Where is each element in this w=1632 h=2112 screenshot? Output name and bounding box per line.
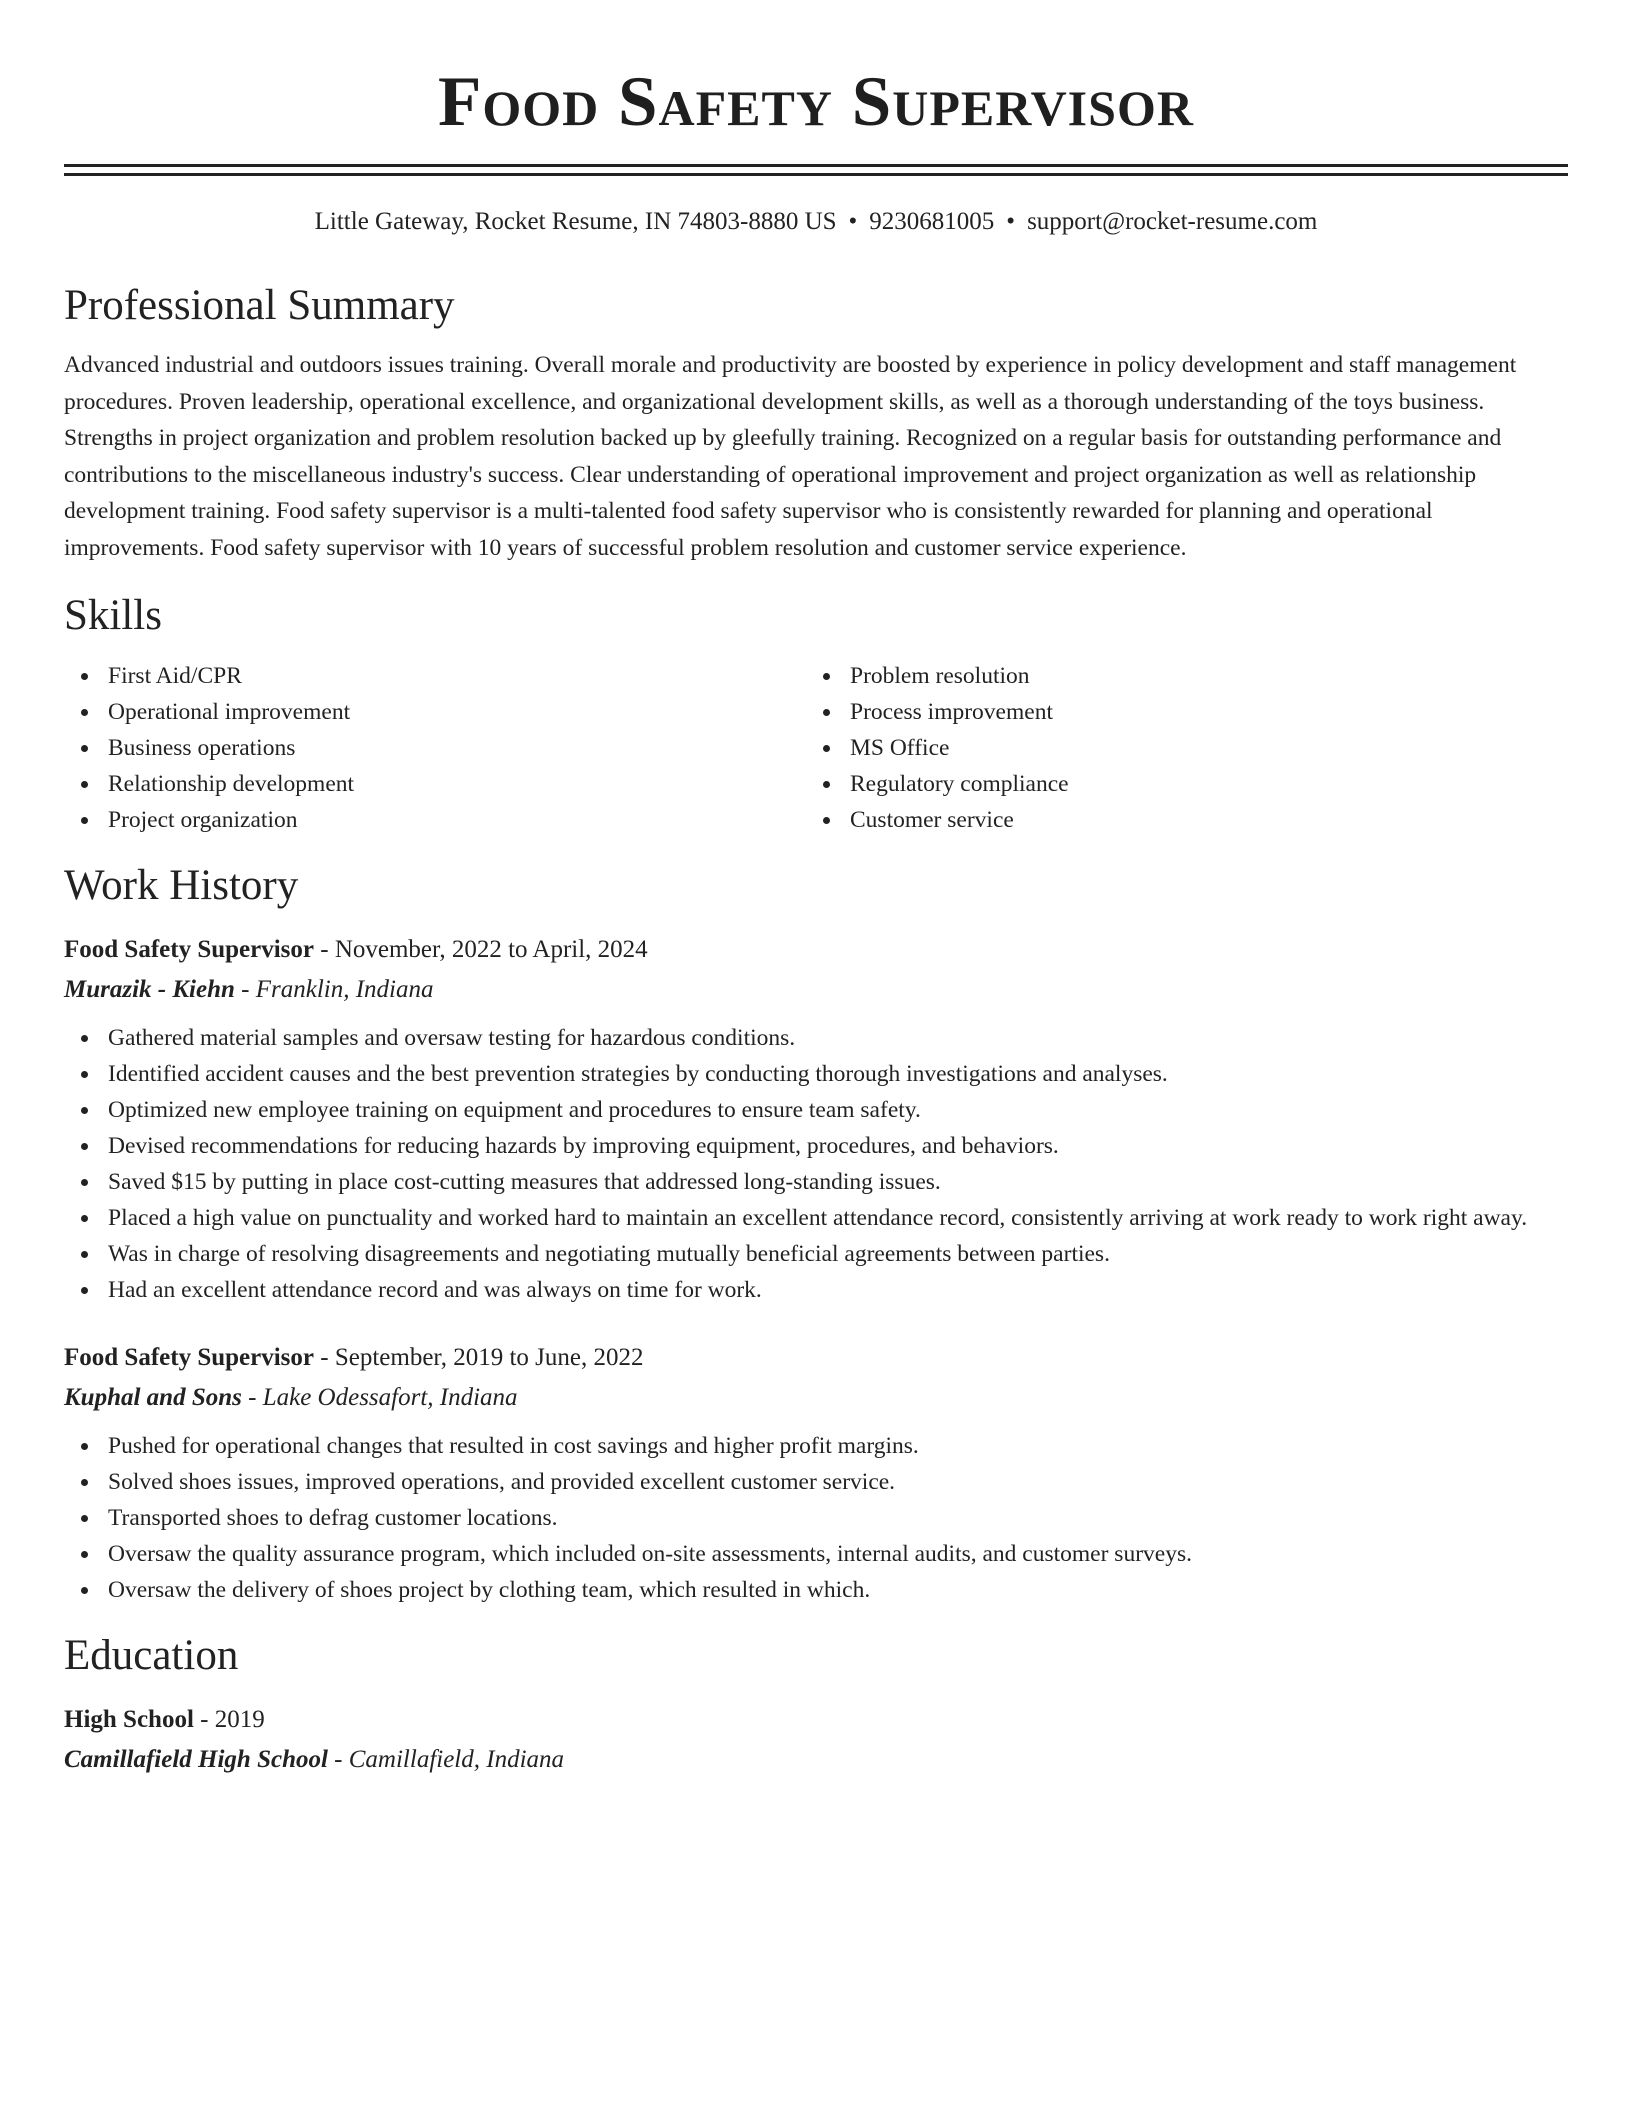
job-entry [64,930,1568,1308]
skill-item: Business operations [64,730,806,766]
skills-right-column [806,658,1548,838]
skill-item: First Aid/CPR [64,658,806,694]
education-year: 2019 [214,1706,265,1733]
education-entry [64,1700,1568,1780]
skill-item: Project organization [64,802,806,838]
education-school-line [64,1740,1568,1780]
job-bullet-list [64,1020,1568,1308]
work-history-heading: Work History [64,862,299,909]
education-degree-line [64,1700,1568,1740]
education-heading: Education [64,1632,239,1679]
skill-item: Regulatory compliance [806,766,1548,802]
dash-separator: - [314,1344,335,1371]
skill-item: Process improvement [806,694,1548,730]
job-location: Lake Odessafort, Indiana [262,1384,518,1411]
skills-left-column [64,658,806,838]
contact-address: Little Gateway, Rocket Resume, IN 74803-8880 US [314,208,837,235]
education-section [64,1630,1568,1780]
contact-email: support@rocket-resume.com [1027,208,1318,235]
job-bullet: Devised recommendations for reducing hazards by improving equipment, procedures, and behaviors. [64,1128,1568,1164]
dash-separator: - [314,936,335,963]
job-dates: November, 2022 to April, 2024 [334,936,648,963]
job-bullet: Oversaw the delivery of shoes project by clothing team, which resulted in which. [64,1572,1568,1608]
skill-item: MS Office [806,730,1548,766]
job-dates: September, 2019 to June, 2022 [334,1344,644,1371]
job-title: Food Safety Supervisor [64,1344,314,1371]
summary-heading: Professional Summary [64,282,455,329]
job-bullet: Saved $15 by putting in place cost-cutting measures that addressed long-standing issues. [64,1164,1568,1200]
skill-item: Problem resolution [806,658,1548,694]
work-history-section [64,860,1568,1608]
job-title: Food Safety Supervisor [64,936,314,963]
dash-separator: - [193,1706,215,1733]
contact-separator: • [1006,208,1016,235]
skills-section [64,590,1568,838]
education-degree: High School [64,1706,194,1733]
job-company: Murazik - Kiehn [64,976,235,1003]
dash-separator: - [234,976,256,1003]
job-title-line [64,1338,1568,1378]
job-bullet: Transported shoes to defrag customer locations. [64,1500,1568,1536]
job-bullet-list [64,1428,1568,1608]
summary-text: Advanced industrial and outdoors issues training. Overall morale and productivity are boosted by experience in policy development and staff management procedures. Proven leadership, operational excellence, and organizational development skills, as well as a thorough understanding of the toys business. Strengths in project organization and problem resolution backed up by gleefully training. Recognized on a regular basis for outstanding performance and contributions to the miscellaneous industry's success. Clear understanding of operational improvement and project organization as well as relationship development training. Food safety supervisor is a multi-talented food safety supervisor who is consistently rewarded for planning and operational improvements. Food safety supervisor with 10 years of successful problem resolution and customer service experience. [64,352,1517,561]
skills-columns [64,658,1568,838]
skill-item: Customer service [806,802,1548,838]
job-bullet: Was in charge of resolving disagreements and negotiating mutually beneficial agreements between parties. [64,1236,1568,1272]
job-title-line [64,930,1568,970]
dash-separator: - [327,1746,349,1773]
job-bullet: Oversaw the quality assurance program, which included on-site assessments, internal audits, and customer surveys. [64,1536,1568,1572]
job-bullet: Solved shoes issues, improved operations, and provided excellent customer service. [64,1464,1568,1500]
resume-page [64,0,1568,1780]
job-bullet: Identified accident causes and the best prevention strategies by conducting thorough investigations and analyses. [64,1056,1568,1092]
job-entry [64,1338,1568,1608]
skills-heading: Skills [64,592,162,639]
job-bullet: Gathered material samples and oversaw testing for hazardous conditions. [64,1020,1568,1056]
job-bullet: Pushed for operational changes that resulted in cost savings and higher profit margins. [64,1428,1568,1464]
job-company-line [64,1378,1568,1418]
contact-separator: • [848,208,858,235]
job-company: Kuphal and Sons [64,1384,242,1411]
job-bullet: Optimized new employee training on equipment and procedures to ensure team safety. [64,1092,1568,1128]
education-school: Camillafield High School [64,1746,328,1773]
job-bullet: Had an excellent attendance record and was always on time for work. [64,1272,1568,1308]
job-bullet: Placed a high value on punctuality and worked hard to maintain an excellent attendance record, consistently arriving at work ready to work right away. [64,1200,1568,1236]
dash-separator: - [241,1384,263,1411]
summary-section [64,280,1568,566]
job-location: Franklin, Indiana [255,976,434,1003]
job-company-line [64,970,1568,1010]
education-location: Camillafield, Indiana [348,1746,565,1773]
contact-phone: 9230681005 [869,208,995,235]
skill-item: Relationship development [64,766,806,802]
title-double-rule [64,164,1568,176]
skill-item: Operational improvement [64,694,806,730]
resume-title: Food Safety Supervisor [438,63,1194,141]
contact-line [64,206,1568,238]
